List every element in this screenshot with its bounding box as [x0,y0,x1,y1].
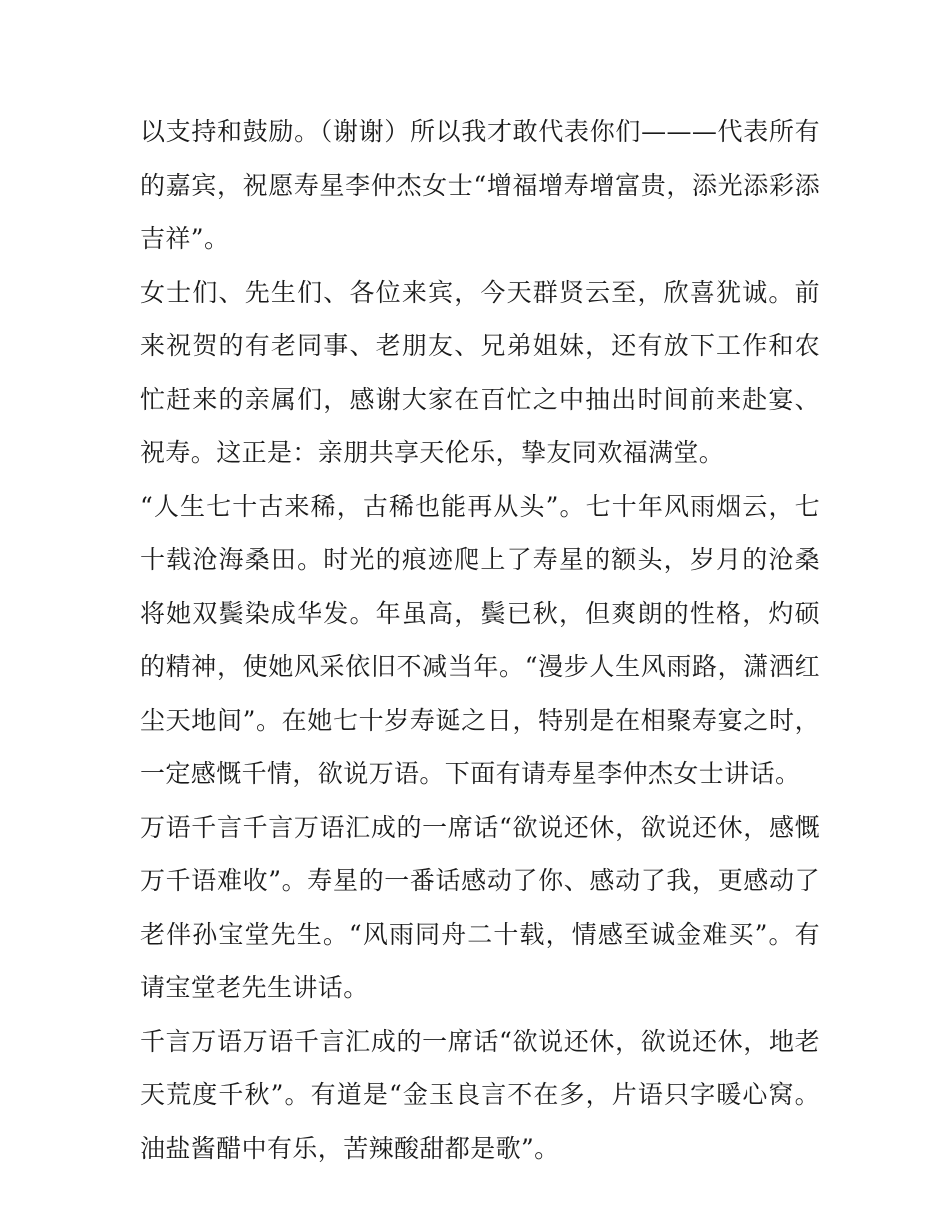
paragraph-3: “人生七十古来稀，古稀也能再从头”。七十年风雨烟云，七十载沧海桑田。时光的痕迹爬上了寿星的额头，岁月的沧桑将她双鬓染成华发。年虽高，鬓已秋，但爽朗的性格，灼硕的精神，使她风采依旧不减当年。“漫步人生风雨路，潇洒红尘天地间”。在她七十岁寿诞之日，特别是在相聚寿宴之时，一定感慨千情，欲说万语。下面有请寿星李仲杰女士讲话。 [140,491,820,788]
paragraph-4: 万语千言千言万语汇成的一席话“欲说还休，欲说还休，感慨万千语难收”。寿星的一番话感动了你、感动了我，更感动了老伴孙宝堂先生。“风雨同舟二十载，情感至诚金难买”。有请宝堂老先生讲话。 [140,812,820,1002]
paragraph-1: 以支持和鼓励。（谢谢）所以我才敢代表你们———代表所有的嘉宾，祝愿寿星李仲杰女士“增福增寿增富贵，添光添彩添吉祥”。 [140,117,820,253]
paragraph-2: 女士们、先生们、各位来宾，今天群贤云至，欣喜犹诚。前来祝贺的有老同事、老朋友、兄弟姐妹，还有放下工作和农忙赶来的亲属们，感谢大家在百忙之中抽出时间前来赴宴、祝寿。这正是：亲朋共享天伦乐，挚友同欢福满堂。 [140,277,820,467]
paragraph-5: 千言万语万语千言汇成的一席话“欲说还休，欲说还休，地老天荒度千秋”。有道是“金玉良言不在多，片语只字暖心窝。油盐酱醋中有乐，苦辣酸甜都是歌”。 [140,1026,820,1163]
document-page [140,105,820,1175]
